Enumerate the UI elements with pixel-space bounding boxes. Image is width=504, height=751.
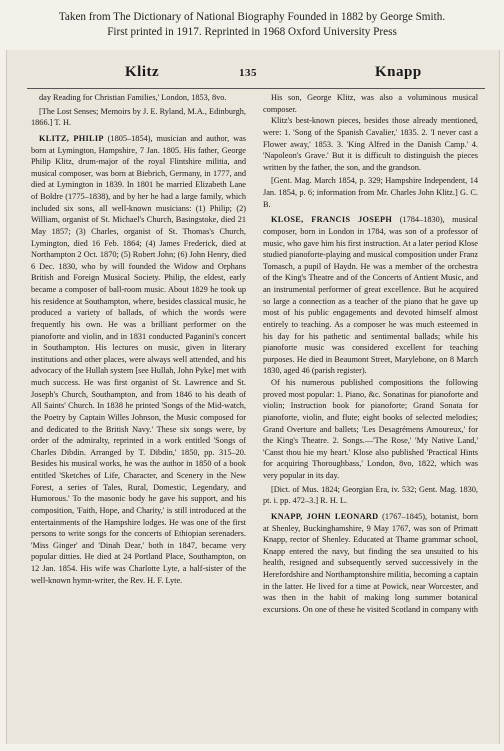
paragraph	[263, 92, 478, 115]
running-head-right: Knapp	[375, 64, 422, 80]
paragraph-text: Klitz's best-known pieces, besides those already mentioned, were: 1. 'Song of the Spanish Cavalier,' 1835. 2. 'I never cast a Flower away,' 1853. 3. 'King Alfred in the Danish Camp.' 4. 'Napoleon's Grave.' But it is difficult to distinguish the pieces written by the father, the son, and the grandson.	[263, 116, 478, 172]
bibliography-reference	[263, 484, 478, 507]
citation-line-2: First printed in 1917. Reprinted in 1968 Oxford University Press	[107, 26, 397, 38]
entry-headword: KLITZ, PHILIP	[39, 133, 104, 143]
scanned-page	[6, 50, 500, 744]
left-column	[31, 92, 246, 738]
running-head	[7, 64, 499, 86]
biography-entry	[31, 133, 246, 586]
paragraph-text: (1805–1854), musician and author, was born at Lymington, Hampshire, 7 Jan. 1805. His father, George Philip Klitz, drum-major of the royal Flintshire militia, and musical composer, was born at Biebrich, Germany, in 1777, and died at Lymington in 1839. In 1801 he married Elizabeth Lane of Boldre (1775–1838), and by her he had a large family, which included six sons, all well-known musicians: (1) Philip; (2) William, organist of St. Michael's Church, Basingstoke, died 21 May 1857; (3) Charles, organist of St. Thomas's Church, Lymington, died 16 Feb. 1864; (4) James Frederick, died at Northampton 2 Oct. 1870; (5) Robert John; (6) John Henry, died 6 Dec. 1830, who by will founded the Widow and Orphans British and Foreign Musical Society. Philip, the eldest, early became a composer of ball-room music. About 1829 he took up his residence at Southampton, where, besides classical music, he produced a variety of ballads, of which the words were frequently his own. He was a brilliant performer on the pianoforte and violin, and in 1831 conducted Paganini's concert in Southampton. His lectures on music, given in literary institutions and other places, were always well attended, and his advocacy of the Hullah system [see Hullah, John Pyke] met with much success. He was first organist of St. Lawrence and St. Joseph's Church, Southampton, and from 1846 to his death of All Saints' Church. In 1838 he printed 'Songs of the Mid-watch, the Poetry by Captain Willes Johnson, the Music composed for and dedicated to the British Navy.' These six songs were, by order of the admiralty, reprinted in a work entitled 'Songs of Charles Dibdin. Arranged by T. Dibdin,' 1850, pp. 315–20. Besides his musical works, he was the author in 1850 of a book entitled 'Sketches of Life, Character, and Scenery in the New Forest, a series of Tales, Rural, Domestic, Legendary, and Humorous.' To the masonic body he gave his support, and his composition, 'Faith, Hope, and Charity,' is still introduced at the entertainments of the Hampshire lodges. He was one of the first persons to write songs for the concerts of Ethiopian serenaders. 'Miss Ginger' and 'Dinah Dear,' both in 1847, became very popular ditties. He died at 24 Portland Place, Southampton, on 12 Jan. 1854. His wife was Charlotte Lyte, a half-sister of the well-known hymn-writer, the Rev. H. F. Lyte.	[31, 133, 246, 585]
entry-headword: KNAPP, JOHN LEONARD	[271, 511, 379, 521]
paragraph-text: [The Lost Senses; Memoirs by J. E. Ryland, M.A., Edinburgh, 1866.] T. H.	[31, 106, 246, 128]
paragraph	[263, 377, 478, 482]
biography-entry	[263, 511, 478, 616]
header-rule	[27, 88, 485, 89]
page-number: 135	[239, 67, 257, 79]
bibliography-reference	[31, 106, 246, 129]
paragraph-text: day Reading for Christian Families,' London, 1853, 8vo.	[39, 93, 227, 102]
paragraph-text: (1784–1830), musical composer, born in London in 1784, was son of a professor of music, who gave him his first instruction. At a later period Klose studied pianoforte-playing and musical composition under Franz Tomasch, a pupil of Haydn. He was a member of the orchestra of the King's Theatre and of the Concerts of Antient Music, and an instrumental performer of great excellence. But he acquired so large a connection as a teacher of the piano that he gave up most of his public engagements and devoted himself almost entirely to teaching. As a composer he was much esteemed in his day for his pathetic and sentimental ballads; while his pianoforte music was considered excellent for teaching purposes. He died in Beaumont Street, Marylebone, on 8 March 1830, aged 46 (parish register).	[263, 215, 478, 376]
paragraph-text: Of his numerous published compositions the following proved most popular: 1. Piano, &c. Sonatinas for pianoforte and violin; Instruction book for pianoforte; Grand Sonata for pianoforte, violin, and flute; eight books of selected melodies; Grand Overture and ballets; 'Les Desagrémens Amoureux,' for the King's Theatre. 2. Songs.—'The Rose,' 'My Native Land,' 'Canst thou hie my heart.' Klose also published 'Practical Hints for acquiring Thoroughbass,' London, 8vo, 1822, which was very popular in its day.	[263, 378, 478, 480]
paragraph	[31, 92, 246, 104]
paragraph-text: (1767–1845), botanist, born at Shenley, Buckinghamshire, 9 May 1767, was son of Primatt Knapp, rector of Shenley. Educated at Thame grammar school, Knapp entered the navy, but finding the sea unsuited to his health, resigned and subsequently served successively in the Herefordshire and Northamptonshire militia, becoming a captain in the latter. He lived for a time at Powick, near Worcester, and was then in the habit of making long summer botanical excursions. On one of these he visited Scotland in company with	[263, 511, 478, 614]
paragraph	[263, 115, 478, 173]
entry-headword: KLOSE, FRANCIS JOSEPH	[271, 215, 393, 225]
citation-line-1: Taken from The Dictionary of National Biography Founded in 1882 by George Smith.	[58, 11, 446, 23]
right-column	[263, 92, 478, 738]
citation-header	[0, 0, 504, 44]
paragraph-text: [Dict. of Mus. 1824; Georgian Era, iv. 532; Gent. Mag. 1830, pt. i. pp. 472–3.] R. H. L.	[263, 484, 478, 506]
paragraph-text: [Gent. Mag. March 1854, p. 329; Hampshire Independent, 14 Jan. 1854, p. 6; information from Mr. Charles John Klitz.] G. C. B.	[263, 176, 478, 209]
paragraph-text: His son, George Klitz, was also a voluminous musical composer.	[263, 93, 478, 114]
running-head-left: Klitz	[125, 64, 160, 80]
biography-entry	[263, 214, 478, 377]
bibliography-reference	[263, 175, 478, 210]
